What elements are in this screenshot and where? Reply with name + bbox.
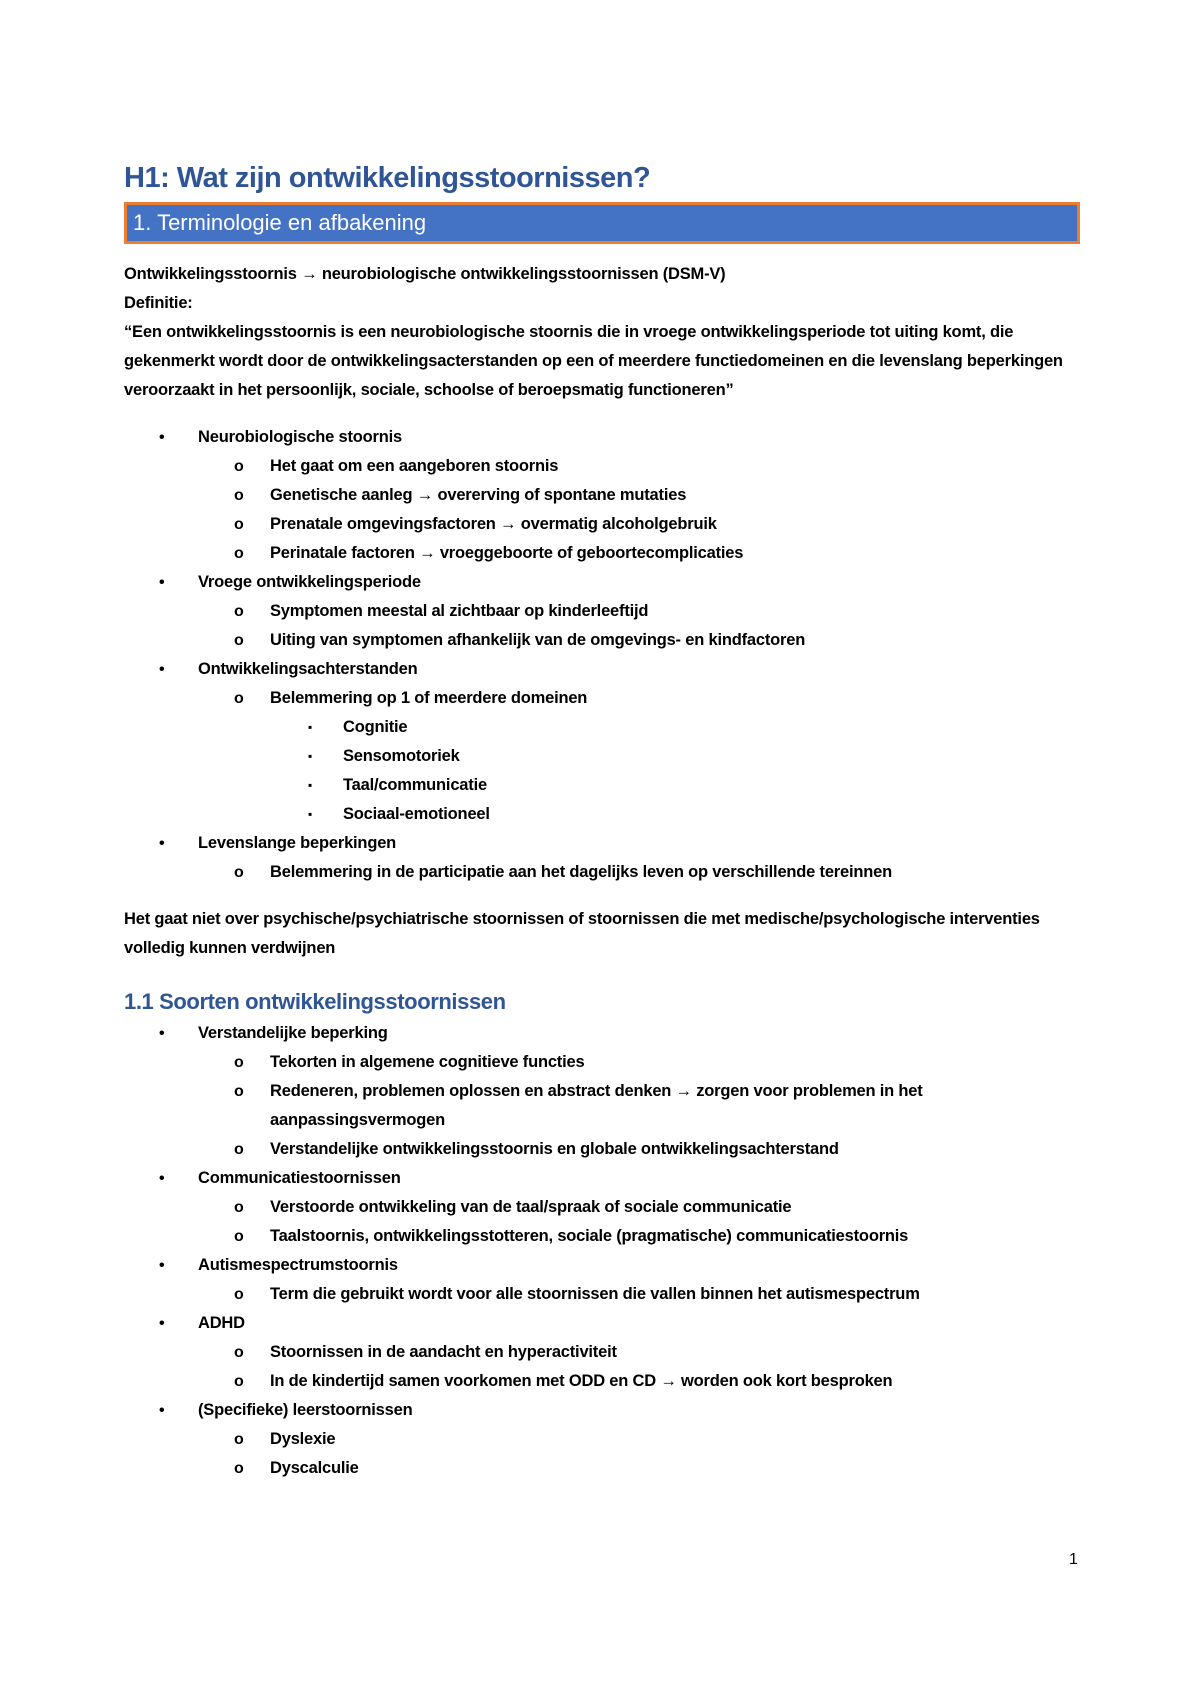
list-item-level-1 — [124, 1309, 1080, 1338]
bullet-circle-icon: o — [234, 1228, 244, 1245]
list-item-text: Ontwikkelingsachterstanden — [198, 660, 418, 678]
list-item-level-2 — [124, 1193, 1080, 1222]
list-item-level-2 — [124, 1425, 1080, 1454]
page-number: 1 — [1069, 1551, 1078, 1568]
list-item-level-1 — [124, 1019, 1080, 1048]
list-item-level-1 — [124, 829, 1080, 858]
bullet-square-icon: ▪ — [308, 778, 313, 792]
definition-label: Definitie: — [124, 294, 193, 312]
list-item-level-2 — [124, 1222, 1080, 1251]
list-item-text: Symptomen meestal al zichtbaar op kinderleeftijd — [270, 602, 649, 620]
list-item-level-2 — [124, 1048, 1080, 1077]
bullet-circle-icon: o — [234, 1431, 244, 1448]
list-item-level-3 — [124, 713, 1080, 742]
list-item-level-1 — [124, 655, 1080, 684]
list-item-text: Dyslexie — [270, 1430, 336, 1448]
intro-block — [124, 260, 1080, 405]
list-item-level-1 — [124, 568, 1080, 597]
list-item-text: (Specifieke) leerstoornissen — [198, 1401, 413, 1419]
list-item-level-2 — [124, 626, 1080, 655]
list-item-text: Perinatale factoren → vroeggeboorte of geboortecomplicaties — [270, 544, 744, 562]
bullet-square-icon: ▪ — [308, 749, 313, 763]
bullet-circle-icon: o — [234, 1373, 244, 1390]
list-item-level-2 — [124, 1280, 1080, 1309]
list-item-text: Sensomotoriek — [343, 747, 460, 765]
list-item-text: Tekorten in algemene cognitieve functies — [270, 1053, 585, 1071]
page-content — [124, 158, 1080, 1483]
list-item-text: Taalstoornis, ontwikkelingsstotteren, sociale (pragmatische) communicatiestoornis — [270, 1227, 909, 1245]
list-item-text: Verstoorde ontwikkeling van de taal/spraak of sociale communicatie — [270, 1198, 792, 1216]
bullet-circle-icon: o — [234, 1054, 244, 1071]
bullet-circle-icon: o — [234, 864, 244, 881]
list-item-text: Communicatiestoornissen — [198, 1169, 401, 1187]
bullet-disc-icon: • — [159, 1315, 165, 1332]
types-list — [124, 1019, 1080, 1483]
list-item-level-3 — [124, 771, 1080, 800]
list-item-text: Cognitie — [343, 718, 408, 736]
list-item-text: Taal/communicatie — [343, 776, 487, 794]
bullet-disc-icon: • — [159, 1025, 165, 1042]
intro-line: Ontwikkelingsstoornis → neurobiologische ontwikkelingsstoornissen (DSM-V) — [124, 265, 726, 283]
list-item-level-2 — [124, 452, 1080, 481]
list-item-text: Term die gebruikt wordt voor alle stoornissen die vallen binnen het autismespectrum — [270, 1285, 920, 1303]
list-item-level-1 — [124, 1251, 1080, 1280]
list-item-level-1 — [124, 423, 1080, 452]
list-item-level-2 — [124, 1077, 1080, 1135]
bullet-disc-icon: • — [159, 574, 165, 591]
list-item-text: Het gaat om een aangeboren stoornis — [270, 457, 559, 475]
bullet-circle-icon: o — [234, 1344, 244, 1361]
bullet-circle-icon: o — [234, 1460, 244, 1477]
list-item-text: Prenatale omgevingsfactoren → overmatig alcoholgebruik — [270, 515, 717, 533]
list-item-level-2 — [124, 1135, 1080, 1164]
bullet-circle-icon: o — [234, 1199, 244, 1216]
bullet-circle-icon: o — [234, 690, 244, 707]
list-item-level-1 — [124, 1164, 1080, 1193]
bullet-circle-icon: o — [234, 1083, 244, 1100]
list-item-text: Dyscalculie — [270, 1459, 359, 1477]
bullet-disc-icon: • — [159, 661, 165, 678]
criteria-list — [124, 423, 1080, 887]
list-item-text: Neurobiologische stoornis — [198, 428, 403, 446]
bullet-circle-icon: o — [234, 458, 244, 475]
list-item-text: Autismespectrumstoornis — [198, 1256, 398, 1274]
bullet-circle-icon: o — [234, 603, 244, 620]
list-item-level-3 — [124, 742, 1080, 771]
list-item-level-2 — [124, 597, 1080, 626]
page-title: H1: Wat zijn ontwikkelingsstoornissen? — [124, 162, 651, 194]
list-item-text: Genetische aanleg → overerving of spontane mutaties — [270, 486, 687, 504]
section-heading: 1. Terminologie en afbakening — [124, 202, 1080, 244]
bullet-disc-icon: • — [159, 429, 165, 446]
list-item-level-3 — [124, 800, 1080, 829]
list-item-level-2 — [124, 510, 1080, 539]
list-item-text: Levenslange beperkingen — [198, 834, 397, 852]
list-item-text: Verstandelijke beperking — [198, 1024, 388, 1042]
list-item-text: Verstandelijke ontwikkelingsstoornis en globale ontwikkelingsachterstand — [270, 1140, 839, 1158]
list-item-text: Sociaal-emotioneel — [343, 805, 490, 823]
bullet-circle-icon: o — [234, 632, 244, 649]
bullet-circle-icon: o — [234, 1286, 244, 1303]
list-item-level-1 — [124, 1396, 1080, 1425]
list-item-level-2 — [124, 684, 1080, 713]
bullet-disc-icon: • — [159, 1402, 165, 1419]
list-item-level-2 — [124, 481, 1080, 510]
bullet-circle-icon: o — [234, 1141, 244, 1158]
list-item-level-2 — [124, 539, 1080, 568]
bullet-disc-icon: • — [159, 835, 165, 852]
list-item-level-2 — [124, 1367, 1080, 1396]
list-item-level-2 — [124, 1338, 1080, 1367]
list-item-level-2 — [124, 858, 1080, 887]
bullet-circle-icon: o — [234, 516, 244, 533]
list-item-text: Redeneren, problemen oplossen en abstract denken → zorgen voor problemen in het aanpassingsvermogen — [270, 1082, 923, 1129]
list-item-text: Stoornissen in de aandacht en hyperactiviteit — [270, 1343, 617, 1361]
bullet-disc-icon: • — [159, 1170, 165, 1187]
list-item-text: Belemmering op 1 of meerdere domeinen — [270, 689, 588, 707]
list-item-text: ADHD — [198, 1314, 245, 1332]
bullet-circle-icon: o — [234, 487, 244, 504]
list-item-text: Belemmering in de participatie aan het dagelijks leven op verschillende tereinnen — [270, 863, 893, 881]
subsection-title: 1.1 Soorten ontwikkelingsstoornissen — [124, 989, 506, 1014]
list-item-level-2 — [124, 1454, 1080, 1483]
list-item-text: In de kindertijd samen voorkomen met ODD en CD → worden ook kort besproken — [270, 1372, 893, 1390]
definition-quote: “Een ontwikkelingsstoornis is een neurobiologische stoornis die in vroege ontwikkelingsperiode tot uiting komt, die gekenmerkt wordt door de ontwikkelingsacterstanden op een of meerdere functiedomeinen en die levenslang beperkingen veroorzaakt in het persoonlijk, sociale, schoolse of beroepsmatig functioneren” — [124, 323, 1063, 399]
note-paragraph: Het gaat niet over psychische/psychiatrische stoornissen of stoornissen die met medische/psychologische interventies volledig kunnen verdwijnen — [124, 910, 1040, 957]
list-item-text: Vroege ontwikkelingsperiode — [198, 573, 421, 591]
bullet-square-icon: ▪ — [308, 720, 313, 734]
bullet-disc-icon: • — [159, 1257, 165, 1274]
bullet-square-icon: ▪ — [308, 807, 313, 821]
bullet-circle-icon: o — [234, 545, 244, 562]
list-item-text: Uiting van symptomen afhankelijk van de omgevings- en kindfactoren — [270, 631, 806, 649]
